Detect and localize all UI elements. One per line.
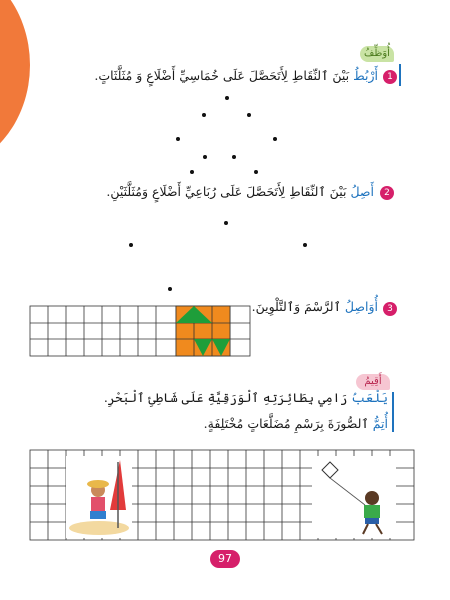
exercise-verb: أَصِلُ (350, 184, 374, 199)
exercise-number: 2 (380, 186, 394, 200)
exercise-text: بَيْنَ ٱلنِّقَاطِ لِأَتَحَصَّلَ عَلَى خُمَاسِيِّ أَضْلَاعٍ وَ مُثَلَّثَاتٍ. (94, 68, 350, 83)
exercise-text: بَيْنَ ٱلنِّقَاطِ لِأَتَحَصَّلَ عَلَى رُبَاعِيِّ أَضْلَاعٍ وَمُثَلَّثَيْنِ. (106, 184, 347, 199)
boy-with-kite-illustration (312, 456, 396, 538)
section-badge-assess: أَقِيمُ (356, 374, 390, 390)
exercise-text: ٱلرَّسْمَ وَٱلتَّلْوِينَ. (251, 299, 341, 314)
story-text: رَامِي بِطَائِرَتِهِ ٱلْوَرَقِيَّةِ عَلَى شَاطِئِ ٱلْبَحْرِ. (103, 390, 348, 405)
story-verb: أُتِمُّ (372, 416, 388, 431)
section-badge-apply: أُوَظِّفُ (360, 46, 394, 62)
exercise-verb: أُوَاصِلُ (344, 299, 378, 314)
page-number: 97 (210, 550, 240, 568)
story-verb: يَلْعَبُ (351, 390, 388, 405)
exercise-number: 3 (383, 302, 397, 316)
girl-with-umbrella-illustration (66, 456, 132, 538)
exercise-number: 1 (383, 70, 397, 84)
story-text: ٱلصُّورَةَ بِرَسْمِ مُضَلَّعَاتٍ مُخْتَلِفَةٍ. (203, 416, 369, 431)
exercise-verb: أَرْبُطُ (353, 68, 378, 83)
